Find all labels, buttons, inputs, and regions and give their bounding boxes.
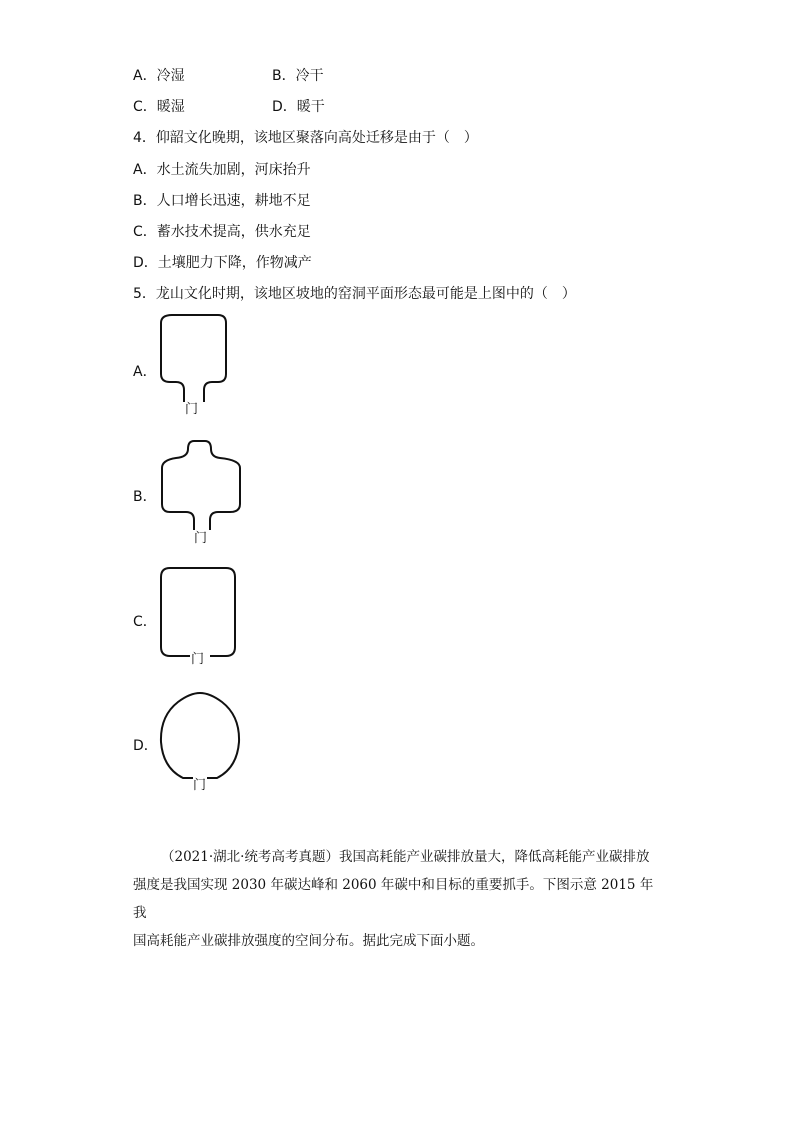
passage-line-3: 国高耗能产业碳排放强度的空间分布。据此完成下面小题。	[133, 933, 484, 949]
cave-plan-a-outline	[161, 315, 226, 402]
cave-plan-c-figure	[150, 564, 250, 670]
q3-option-d: D．暖干	[272, 99, 325, 115]
cave-plan-d-outline	[161, 693, 239, 778]
cave-plan-b-outline	[162, 441, 240, 530]
passage-line-1: （2021·湖北·统考高考真题）我国高耗能产业碳排放量大，降低高耗能产业碳排放	[161, 849, 650, 865]
q4-option-d: D．土壤肥力下降，作物减产	[133, 255, 312, 271]
cave-plan-d-figure	[150, 690, 250, 796]
cave-plan-b-door-label: 门	[194, 531, 208, 546]
q5-option-b-label: B．	[133, 489, 157, 505]
cave-plan-c-outline	[161, 568, 235, 656]
q5-option-c-label: C．	[133, 614, 157, 630]
q5-option-a-label: A．	[133, 364, 157, 380]
cave-plan-d-door-label: 门	[193, 778, 207, 793]
cave-plan-a-figure	[150, 310, 240, 420]
passage-line-2: 强度是我国实现 2030 年碳达峰和 2060 年碳中和目标的重要抓手。下图示意 2015 年我	[133, 877, 654, 921]
q3-option-b: B．冷干	[272, 68, 324, 84]
q4-option-a: A．水土流失加剧，河床抬升	[133, 162, 311, 178]
q3-option-c: C．暖湿	[133, 99, 185, 115]
q3-option-a: A．冷湿	[133, 68, 185, 84]
q5-stem: 5．龙山文化时期，该地区坡地的窑洞平面形态最可能是上图中的（ ）	[133, 286, 576, 302]
passage-paragraph	[133, 843, 661, 955]
q4-option-b: B．人口增长迅速，耕地不足	[133, 193, 311, 209]
q5-option-d-label: D．	[133, 738, 158, 754]
cave-plan-a-door-label: 门	[185, 402, 199, 417]
q4-stem: 4．仰韶文化晚期，该地区聚落向高处迁移是由于（ ）	[133, 130, 478, 146]
cave-plan-c-door-label: 门	[191, 652, 205, 667]
q4-option-c: C．蓄水技术提高，供水充足	[133, 224, 311, 240]
cave-plan-b-figure	[150, 436, 250, 548]
